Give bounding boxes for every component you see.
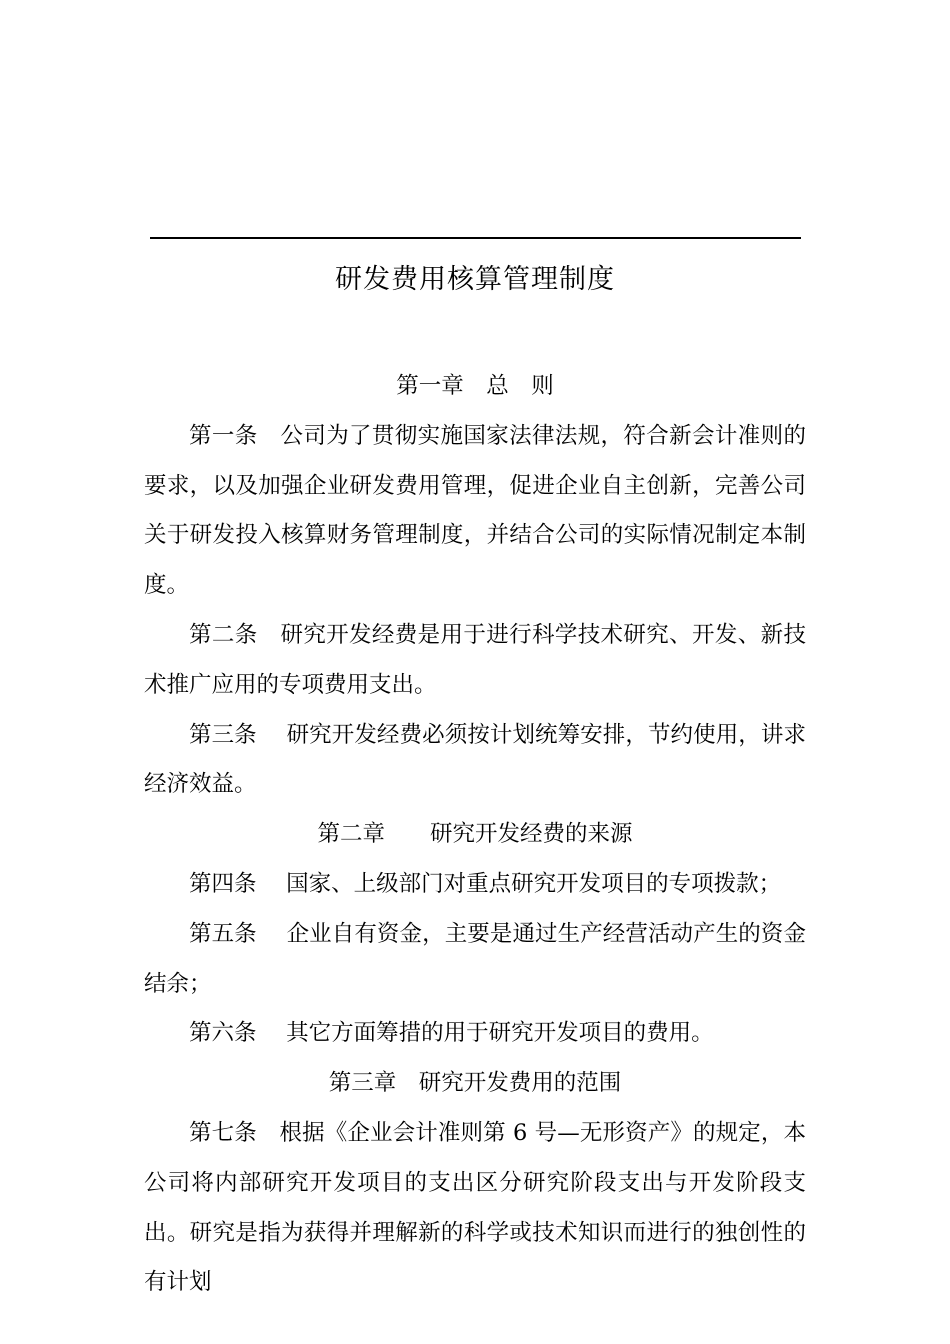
article bbox=[144, 910, 806, 1010]
article-text: 研究开发经费是用于进行科学技术研究、开发、新技术推广应用的专项费用支出。 bbox=[144, 621, 806, 698]
article-text: 企业自有资金，主要是通过生产经营活动产生的资金结余； bbox=[144, 920, 806, 997]
article bbox=[144, 412, 806, 611]
article bbox=[144, 860, 806, 910]
article bbox=[144, 611, 806, 711]
article bbox=[144, 711, 806, 811]
article-label: 第六条 bbox=[189, 1020, 257, 1047]
chapter-heading: 第三章 研究开发费用的范围 bbox=[328, 1070, 622, 1097]
title-rule bbox=[150, 237, 801, 239]
article bbox=[144, 1009, 806, 1059]
article-label: 第三条 bbox=[189, 721, 257, 748]
article bbox=[144, 1109, 806, 1308]
article-gap bbox=[257, 871, 287, 897]
article-label: 第五条 bbox=[189, 920, 257, 947]
document-title: 研发费用核算管理制度 bbox=[335, 264, 615, 295]
article-text: 国家、上级部门对重点研究开发项目的专项拨款； bbox=[286, 870, 782, 897]
chapter-heading: 第一章 总 则 bbox=[396, 373, 554, 399]
article-gap bbox=[257, 921, 287, 947]
article-label: 第二条 bbox=[189, 621, 258, 648]
article-label: 第四条 bbox=[189, 870, 257, 897]
article-text: 其它方面筹措的用于研究开发项目的费用。 bbox=[286, 1020, 714, 1047]
article-gap bbox=[258, 423, 281, 449]
article-gap bbox=[257, 1020, 287, 1046]
article-label: 第一条 bbox=[189, 422, 258, 449]
article-label: 第七条 bbox=[189, 1119, 257, 1146]
article-gap bbox=[257, 1120, 280, 1146]
document-body bbox=[144, 362, 806, 1308]
article-gap bbox=[257, 722, 287, 748]
article-gap bbox=[258, 622, 281, 648]
article-text: 根据《企业会计准则第 6 号—无形资产》的规定，本公司将内部研究开发项目的支出区分研究阶段支出与开发阶段支出。研究是指为获得并理解新的科学或技术知识而进行的独创性的有计划 bbox=[144, 1119, 806, 1296]
chapter-heading: 第二章 研究开发经费的来源 bbox=[317, 821, 633, 848]
article-text: 研究开发经费必须按计划统筹安排，节约使用，讲求经济效益。 bbox=[144, 721, 806, 798]
article-text: 公司为了贯彻实施国家法律法规，符合新会计准则的要求，以及加强企业研发费用管理，促进企业自主创新，完善公司关于研发投入核算财务管理制度，并结合公司的实际情况制定本制度。 bbox=[144, 422, 806, 599]
